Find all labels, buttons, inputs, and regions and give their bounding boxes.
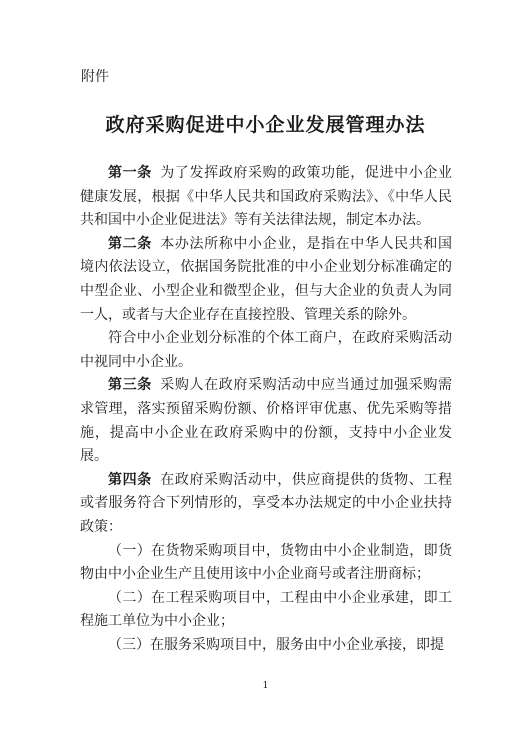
article-2 bbox=[80, 233, 452, 327]
article-text: 为了发挥政府采购的政策功能，促进中小企业健康发展，根据《中华人民共和国政府采购法》、《中华人民共和国中小企业促进法》等有关法律法规，制定本办法。 bbox=[80, 165, 453, 229]
article-text: 在政府采购活动中，供应商提供的货物、工程或者服务符合下列情形的，享受本办法规定的中小企业扶持政策： bbox=[80, 471, 453, 535]
article-text: 采购人在政府采购活动中应当通过加强采购需求管理，落实预留采购份额、价格评审优惠、优先采购等措施，提高中小企业在政府采购中的份额，支持中小企业发展。 bbox=[80, 377, 453, 465]
attachment-label: 附件 bbox=[81, 69, 109, 85]
article-3 bbox=[80, 374, 452, 468]
article-number: 第三条 bbox=[108, 377, 152, 394]
article-text: 符合中小企业划分标准的个体工商户，在政府采购活动中视同中小企业。 bbox=[80, 330, 452, 370]
page-number: 1 bbox=[262, 681, 269, 691]
article-text: 本办法所称中小企业，是指在中华人民共和国境内依法设立，依据国务院批准的中小企业划分标准确定的中型企业、小型企业和微型企业，但与大企业的负责人为同一人，或者与大企业存在直接控股、管理关系的除外。 bbox=[80, 235, 453, 323]
article-1 bbox=[80, 162, 452, 233]
list-item: （一）在货物采购项目中，货物由中小企业制造，即货物由中小企业生产且使用该中小企业商号或者注册商标； bbox=[80, 542, 452, 583]
article-2-paragraph-2 bbox=[80, 327, 452, 374]
article-number: 第一条 bbox=[108, 165, 152, 181]
article-number: 第四条 bbox=[108, 471, 152, 488]
article-4 bbox=[80, 469, 452, 540]
list-item: （三）在服务采购项目中，服务由中小企业承接，即提 bbox=[108, 636, 444, 653]
document-title: 政府采购促进中小企业发展管理办法 bbox=[105, 114, 426, 136]
list-item: （二）在工程采购项目中，工程由中小企业承建，即工程施工单位为中小企业； bbox=[80, 589, 452, 630]
article-number: 第二条 bbox=[108, 235, 152, 252]
document-body bbox=[80, 162, 452, 657]
